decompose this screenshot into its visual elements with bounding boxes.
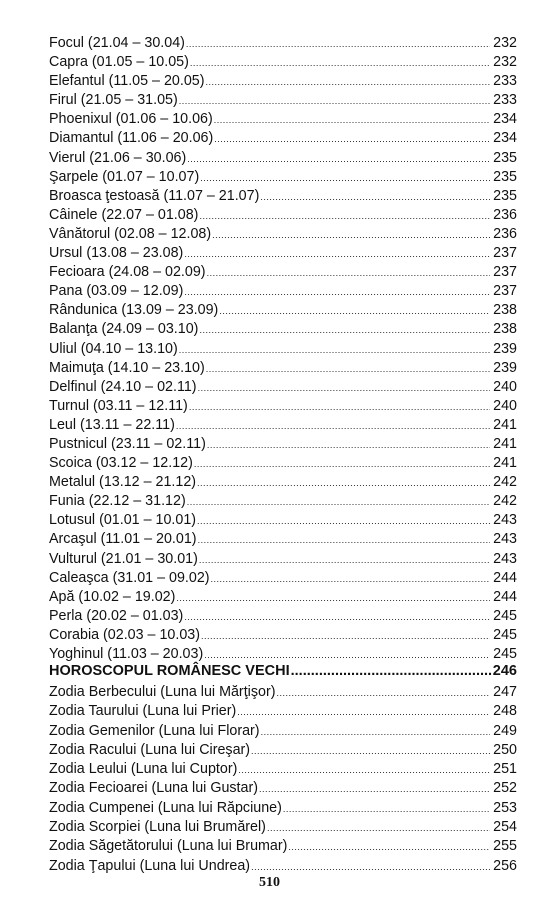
- toc-entry-page-number: 255: [493, 838, 517, 855]
- toc-entry-label: Zodia Berbecului (Luna lui Mărţişor): [49, 684, 276, 700]
- toc-entry-page-number: 239: [493, 359, 517, 376]
- toc-entry-page-number: 245: [493, 646, 517, 662]
- toc-entry-page-number: 245: [493, 607, 517, 624]
- dot-leader: [201, 627, 490, 646]
- toc-entry-page-number: 237: [493, 283, 517, 300]
- dot-leader: [238, 761, 490, 780]
- section-heading: [49, 661, 517, 681]
- toc-entry-page-number: 235: [493, 187, 517, 204]
- toc-entry-page-number: 232: [493, 54, 517, 71]
- toc-entry-label: Vânătorul (02.08 – 12.08): [49, 225, 212, 242]
- toc-entry-label: Balanţa (24.09 – 03.10): [49, 321, 199, 338]
- page-number: 510: [259, 875, 280, 890]
- toc-entry-page-number: 238: [493, 321, 517, 338]
- dot-leader: [199, 551, 490, 570]
- toc-entry: [49, 702, 517, 721]
- toc-entry-label: Pana (03.09 – 12.09): [49, 283, 184, 300]
- toc-entry-page-number: 242: [493, 474, 517, 491]
- toc-entry-label: Caleaşca (31.01 – 09.02): [49, 569, 210, 586]
- toc-entry: [49, 187, 517, 206]
- dot-leader: [179, 341, 490, 360]
- toc-entry: [49, 837, 517, 856]
- dot-leader: [214, 111, 490, 130]
- toc-entry: [49, 168, 517, 187]
- toc-entry-label: Maimuţa (14.10 – 23.10): [49, 359, 205, 376]
- toc-entry-label: Vulturul (21.01 – 30.01): [49, 550, 198, 567]
- toc-entry-label: Corabia (02.03 – 10.03): [49, 626, 201, 643]
- dot-leader: [259, 780, 490, 799]
- toc-entry: [49, 91, 517, 110]
- section-toc-list: [49, 683, 517, 876]
- dot-leader: [214, 130, 490, 149]
- toc-entry-page-number: 244: [493, 588, 517, 605]
- toc-entry: [49, 340, 517, 359]
- toc-entry-label: Diamantul (11.06 – 20.06): [49, 130, 214, 147]
- toc-entry: [49, 301, 517, 320]
- toc-entry-page-number: 233: [493, 92, 517, 109]
- dot-leader: [198, 379, 490, 398]
- toc-entry-label: Scoica (03.12 – 12.12): [49, 455, 193, 472]
- toc-entry-page-number: 243: [493, 531, 517, 548]
- toc-entry: [49, 34, 517, 53]
- toc-entry: [49, 722, 517, 741]
- toc-entry-page-number: 249: [493, 722, 517, 739]
- toc-entry-page-number: 238: [493, 302, 517, 319]
- dot-leader: [219, 302, 490, 321]
- toc-entry: [49, 626, 517, 645]
- dot-leader: [207, 436, 490, 455]
- toc-entry-label: Broasca ţestoasă (11.07 – 21.07): [49, 187, 260, 204]
- toc-entry-label: Apă (10.02 – 19.02): [49, 588, 176, 605]
- toc-entry-label: Perla (20.02 – 01.03): [49, 607, 184, 624]
- dot-leader: [283, 800, 490, 819]
- toc-entry-page-number: 248: [493, 703, 517, 720]
- dot-leader: [206, 360, 490, 379]
- toc-entry-label: Capra (01.05 – 10.05): [49, 54, 189, 71]
- dot-leader: [237, 703, 490, 722]
- dot-leader: [251, 742, 490, 761]
- dot-leader: [200, 169, 490, 188]
- toc-entry-label: Metalul (13.12 – 21.12): [49, 474, 197, 491]
- toc-entry-label: Yoghinul (11.03 – 20.03): [49, 646, 204, 662]
- dot-leader: [267, 819, 490, 838]
- toc-entry-label: Funia (22.12 – 31.12): [49, 493, 186, 510]
- toc-entry: [49, 779, 517, 798]
- toc-entry-page-number: 244: [493, 569, 517, 586]
- toc-entry-page-number: 232: [493, 35, 517, 51]
- toc-entry-label: Phoenixul (01.06 – 10.06): [49, 111, 213, 128]
- toc-entry-label: Firul (21.05 – 31.05): [49, 92, 178, 109]
- toc-entry: [49, 741, 517, 760]
- toc-entry-label: Vierul (21.06 – 30.06): [49, 149, 187, 166]
- toc-entry: [49, 263, 517, 282]
- toc-entry-page-number: 252: [493, 780, 517, 797]
- toc-entry: [49, 110, 517, 129]
- dot-leader: [291, 661, 492, 681]
- toc-entry-label: Zodia Racului (Luna lui Cireşar): [49, 741, 251, 758]
- toc-entry: [49, 149, 517, 168]
- toc-entry: [49, 435, 517, 454]
- toc-entry-label: Leul (13.11 – 22.11): [49, 416, 175, 433]
- dot-leader: [261, 723, 490, 742]
- toc-entry-page-number: 237: [493, 245, 517, 262]
- toc-entry: [49, 607, 517, 626]
- dot-leader: [199, 321, 490, 340]
- dot-leader: [199, 207, 490, 226]
- dot-leader: [176, 589, 490, 608]
- toc-list: [49, 34, 517, 664]
- toc-entry: [49, 320, 517, 339]
- toc-entry: [49, 530, 517, 549]
- toc-entry-page-number: 253: [493, 799, 517, 816]
- dot-leader: [197, 512, 490, 531]
- toc-entry-page-number: 251: [493, 761, 517, 778]
- toc-entry-label: Zodia Săgetătorului (Luna lui Brumar): [49, 838, 288, 855]
- dot-leader: [194, 455, 490, 474]
- toc-entry-label: Câinele (22.07 – 01.08): [49, 206, 199, 223]
- toc-entry: [49, 72, 517, 91]
- dot-leader: [179, 92, 490, 111]
- toc-entry: [49, 799, 517, 818]
- toc-entry-page-number: 241: [493, 435, 517, 452]
- toc-entry: [49, 244, 517, 263]
- toc-entry: [49, 225, 517, 244]
- dot-leader: [276, 684, 490, 703]
- toc-entry-label: Şarpele (01.07 – 10.07): [49, 168, 200, 185]
- toc-entry-label: Turnul (03.11 – 12.11): [49, 397, 188, 414]
- dot-leader: [198, 531, 490, 550]
- toc-entry: [49, 492, 517, 511]
- toc-entry: [49, 206, 517, 225]
- dot-leader: [184, 245, 490, 264]
- section-title: HOROSCOPUL ROMÂNESC VECHI: [49, 663, 290, 679]
- toc-entry-label: Focul (21.04 – 30.04): [49, 35, 185, 51]
- toc-entry-page-number: 250: [493, 741, 517, 758]
- dot-leader: [260, 188, 490, 207]
- toc-entry-page-number: 256: [493, 857, 517, 874]
- toc-entry-page-number: 237: [493, 264, 517, 281]
- toc-entry: [49, 416, 517, 435]
- toc-entry-label: Zodia Ţapului (Luna lui Undrea): [49, 857, 251, 874]
- dot-leader: [288, 838, 490, 857]
- toc-entry: [49, 760, 517, 779]
- toc-entry-label: Fecioara (24.08 – 02.09): [49, 264, 206, 281]
- toc-entry-page-number: 241: [493, 455, 517, 472]
- dot-leader: [186, 35, 490, 54]
- toc-entry-page-number: 243: [493, 512, 517, 529]
- toc-entry-page-number: 254: [493, 819, 517, 836]
- toc-entry: [49, 569, 517, 588]
- toc-entry-page-number: 241: [493, 416, 517, 433]
- dot-leader: [187, 493, 490, 512]
- toc-entry-page-number: 235: [493, 168, 517, 185]
- toc-entry-page-number: 245: [493, 626, 517, 643]
- toc-entry: [49, 454, 517, 473]
- toc-entry-label: Lotusul (01.01 – 10.01): [49, 512, 197, 529]
- dot-leader: [187, 150, 490, 169]
- toc-entry: [49, 359, 517, 378]
- dot-leader: [212, 226, 490, 245]
- toc-entry: [49, 473, 517, 492]
- toc-entry-label: Ursul (13.08 – 23.08): [49, 245, 184, 262]
- dot-leader: [211, 570, 490, 589]
- toc-entry: [49, 511, 517, 530]
- toc-entry-label: Uliul (04.10 – 13.10): [49, 340, 178, 357]
- toc-entry-page-number: 243: [493, 550, 517, 567]
- toc-entry-label: Zodia Taurului (Luna lui Prier): [49, 703, 237, 720]
- toc-entry: [49, 588, 517, 607]
- dot-leader: [190, 54, 490, 73]
- dot-leader: [207, 264, 490, 283]
- toc-entry-label: Rândunica (13.09 – 23.09): [49, 302, 219, 319]
- dot-leader: [184, 283, 490, 302]
- section-page-number: 246: [492, 663, 517, 679]
- toc-entry: [49, 378, 517, 397]
- toc-entry: [49, 550, 517, 569]
- dot-leader: [189, 398, 490, 417]
- toc-entry: [49, 129, 517, 148]
- toc-entry-label: Elefantul (11.05 – 20.05): [49, 73, 205, 90]
- toc-entry-page-number: 233: [493, 73, 517, 90]
- toc-entry-label: Zodia Leului (Luna lui Cuptor): [49, 761, 238, 778]
- toc-entry-label: Delfinul (24.10 – 02.11): [49, 378, 197, 395]
- toc-entry-label: Zodia Gemenilor (Luna lui Florar): [49, 722, 260, 739]
- toc-entry: [49, 282, 517, 301]
- dot-leader: [184, 608, 490, 627]
- toc-entry-page-number: 240: [493, 378, 517, 395]
- toc-entry: [49, 53, 517, 72]
- toc-entry-page-number: 240: [493, 397, 517, 414]
- toc-entry-page-number: 239: [493, 340, 517, 357]
- toc-entry-page-number: 234: [493, 130, 517, 147]
- toc-entry: [49, 818, 517, 837]
- toc-entry-label: Arcaşul (11.01 – 20.01): [49, 531, 197, 548]
- toc-entry-label: Zodia Cumpenei (Luna lui Răpciune): [49, 799, 282, 816]
- toc-entry-page-number: 234: [493, 111, 517, 128]
- toc-entry-page-number: 242: [493, 493, 517, 510]
- toc-entry-page-number: 235: [493, 149, 517, 166]
- toc-entry-label: Pustnicul (23.11 – 02.11): [49, 435, 206, 452]
- toc-entry: [49, 857, 517, 876]
- toc-entry-page-number: 247: [493, 684, 517, 700]
- dot-leader: [197, 474, 490, 493]
- dot-leader: [206, 73, 490, 92]
- toc-entry-page-number: 236: [493, 206, 517, 223]
- dot-leader: [176, 417, 490, 436]
- toc-entry-label: Zodia Scorpiei (Luna lui Brumărel): [49, 819, 266, 836]
- toc-entry-label: Zodia Fecioarei (Luna lui Gustar): [49, 780, 258, 797]
- toc-entry: [49, 683, 517, 702]
- toc-entry-page-number: 236: [493, 225, 517, 242]
- toc-entry: [49, 397, 517, 416]
